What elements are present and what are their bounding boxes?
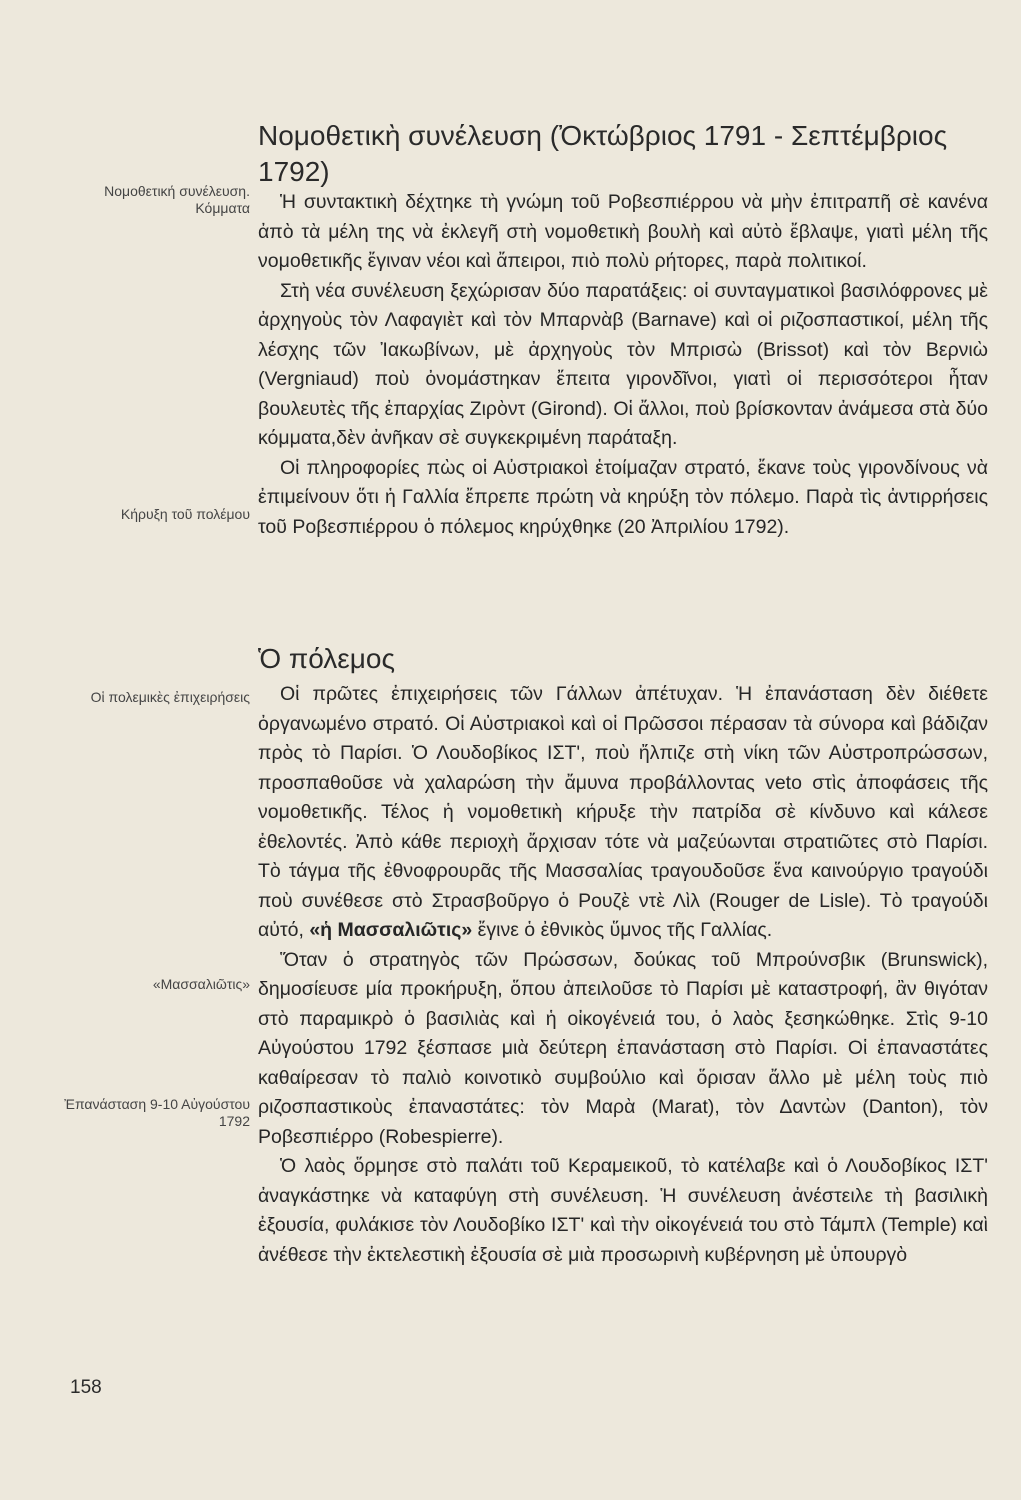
- paragraph: Οἱ πληροφορίες πὼς οἱ Αὐστριακοὶ ἑτοίμαζαν στρατό, ἔκανε τοὺς γιρονδίνους νὰ ἐπιμείνουν ὅτι ἡ Γαλλία ἔπρεπε πρώτη νὰ κηρύξη τὸν πόλεμο. Παρὰ τὶς ἀντιρρήσεις τοῦ Ροβεσπιέρρου ὁ πόλεμος κηρύχθηκε (20 Ἀπριλίου 1792).: [258, 456, 988, 538]
- margin-note-legislative: Νομοθετική συνέλευση. Κόμματα: [104, 183, 250, 216]
- paragraph-text: Οἱ πρῶτες ἐπιχειρήσεις τῶν Γάλλων ἀπέτυχαν. Ἡ ἐπανάσταση δὲν διέθετε ὀργανωμένο στρατό. Οἱ Αὐστριακοὶ καὶ οἱ Πρῶσσοι πέρασαν τὰ σύνορα καὶ βάδιζαν πρὸς τὸ Παρίσι. Ὁ Λουδοβίκος ΙΣΤ', ποὺ ἤλπιζε στὴ νίκη τῶν Αὐστροπρώσσων, προσπαθοῦσε νὰ χαλαρώση τὴν ἄμυνα προβάλλοντας veto στὶς ἀποφάσεις τῆς νομοθετικῆς. Τέλος ἡ νομοθετικὴ κήρυξε τὴν πατρίδα σὲ κίνδυνο καὶ κάλεσε ἐθελοντές. Ἀπὸ κάθε περιοχὴ ἄρχισαν τότε νὰ μαζεύωνται στρατιῶτες στὸ Παρίσι. Τὸ τάγμα τῆς ἐθνοφρουρᾶς τῆς Μασσαλίας τραγουδοῦσε ἕνα καινούργιο τραγούδι ποὺ συνέθεσε στὸ Στρασβοῦργο ὁ Ρουζὲ ντὲ Λὶλ (Rouger de Lisle). Τὸ τραγούδι αὐτό,: [258, 683, 988, 941]
- marseillaise-bold-term: «ἡ Μασσαλιῶτις»: [309, 919, 473, 941]
- paragraph-text: ἔγινε ὁ ἐθνικὸς ὕμνος τῆς Γαλλίας.: [477, 919, 773, 941]
- section-title-legislative: Νομοθετικὴ συνέλευση (Ὀκτώβριος 1791 - Σεπτέμβριος 1792): [258, 120, 948, 187]
- page-number: 158: [70, 1377, 102, 1398]
- section-body-legislative: [258, 188, 988, 542]
- paragraph: Ὁ λαὸς ὅρμησε στὸ παλάτι τοῦ Κεραμεικοῦ, τὸ κατέλαβε καὶ ὁ Λουδοβίκος ΙΣΤ' ἀναγκάστηκε νὰ καταφύγη στὴ συνέλευση. Ἡ συνέλευση ἀνέστειλε τὴ βασιλικὴ ἐξουσία, φυλάκισε τὸν Λουδοβίκο ΙΣΤ' καὶ τὴν οἰκογένειά του στὸ Τάμπλ (Temple) καὶ ἀνέθεσε τὴν ἐκτελεστικὴ ἐξουσία σὲ μιὰ προσωρινὴ κυβέρνηση μὲ ὑπουργὸ: [258, 1155, 988, 1266]
- paragraph: Ὅταν ὁ στρατηγὸς τῶν Πρώσσων, δούκας τοῦ Μπρούνσβικ (Brunswick), δημοσίευσε μία προκήρυξη, ὅπου ἀπειλοῦσε τὸ Παρίσι μὲ καταστροφή, ἂν θιγόταν στὸ παραμικρὸ ὁ βασιλιὰς καὶ ἡ οἰκογένειά του, ὁ λαὸς ξεσηκώθηκε. Στὶς 9-10 Αὐγούστου 1792 ξέσπασε μιὰ δεύτερη ἐπανάσταση στὸ Παρίσι. Οἱ ἐπαναστάτες καθαίρεσαν τὸ παλιὸ κοινοτικὸ συμβούλιο καὶ ὅρισαν ἄλλο μὲ μέλη τοὺς πιὸ ριζοσπαστικοὺς ἐπαναστάτες: τὸν Μαρὰ (Marat), τὸν Δαντὼν (Danton), τὸν Ροβεσπιέρρο (Robespierre).: [258, 948, 988, 1148]
- margin-note-war-declaration: Κήρυξη τοῦ πολέμου: [120, 506, 250, 522]
- paragraph: Ἡ συντακτικὴ δέχτηκε τὴ γνώμη τοῦ Ροβεσπιέρρου νὰ μὴν ἐπιτραπῆ σὲ κανένα ἀπὸ τὰ μέλη της νὰ ἐκλεγῆ στὴ νομοθετικὴ βουλὴ καὶ αὐτὸ ἔβλαψε, γιατὶ μέλη τῆς νομοθετικῆς ἔγιναν νέοι καὶ ἄπειροι, πιὸ πολὺ ρήτορες, παρὰ πολιτικοί.: [258, 191, 988, 272]
- margin-note-marseillaise: «Μασσαλιῶτις»: [152, 976, 250, 992]
- paragraph: [258, 680, 988, 946]
- paragraph: Στὴ νέα συνέλευση ξεχώρισαν δύο παρατάξεις: οἱ συνταγματικοὶ βασιλόφρονες μὲ ἀρχηγοὺς τὸν Λαφαγιὲτ καὶ τὸν Μπαρνὰβ (Barnave) καὶ οἱ ριζοσπαστικοί, μέλη τῆς λέσχης τῶν Ἰακωβίνων, μὲ ἀρχηγοὺς τὸν Μπρισὼ (Brissot) καὶ τὸν Βερνιὼ (Vergniaud) ποὺ ὀνομάστηκαν ἔπειτα γιρονδῖνοι, γιατὶ οἱ περισσότεροι ἦταν βουλευτὲς τῆς ἐπαρχίας Ζιρὸντ (Girond). Οἱ ἄλλοι, ποὺ βρίσκονταν ἀνάμεσα στὰ δύο κόμματα,δὲν ἀνῆκαν σὲ συγκεκριμένη παράταξη.: [258, 279, 988, 449]
- section-title-war: Ὁ πόλεμος: [258, 643, 395, 674]
- margin-note-operations: Οἱ πολεμικὲς ἐπιχειρήσεις: [90, 689, 250, 705]
- section-body-war: [258, 680, 988, 1270]
- margin-note-revolution: Ἐπανάσταση 9-10 Αὐγούστου 1792: [64, 1096, 250, 1129]
